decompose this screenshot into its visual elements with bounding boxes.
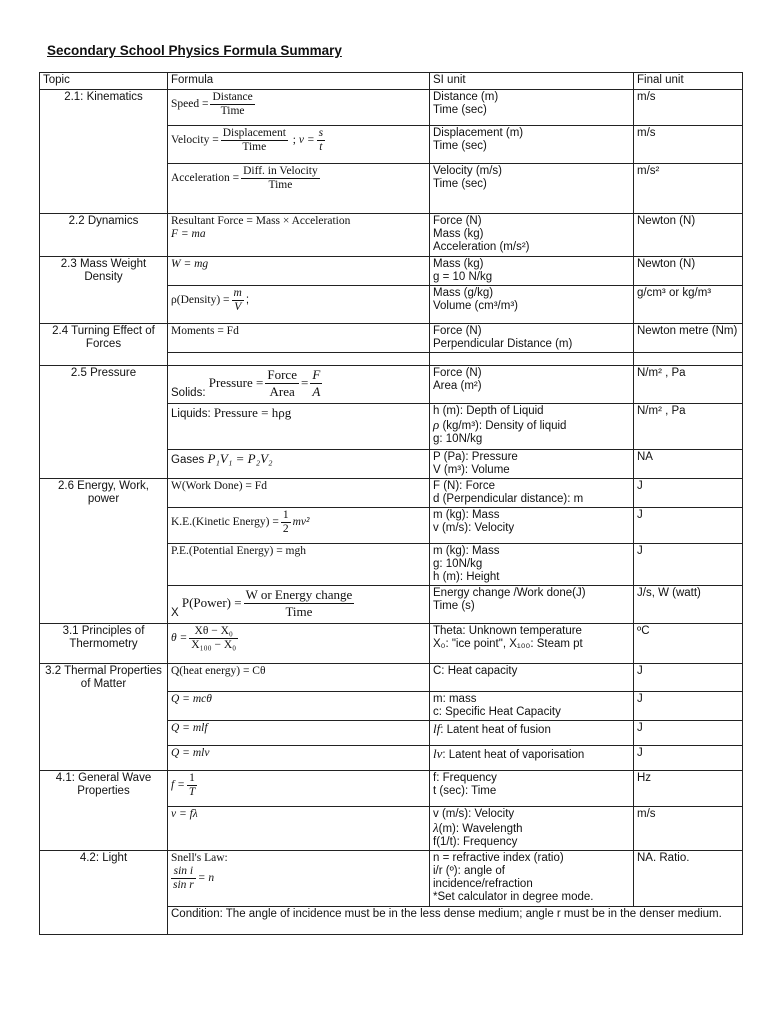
si-line: *Set calculator in degree mode.	[433, 891, 594, 903]
si-line: Theta: Unknown temperature	[433, 625, 582, 637]
topic-mass-weight-density: 2.3 Mass Weight Density	[40, 257, 168, 324]
formula-potential-energy: P.E.(Potential Energy) = mgh	[168, 544, 430, 586]
formula-pressure-gases	[168, 450, 430, 479]
table-row	[40, 851, 743, 907]
formula-moments: Moments = Fd	[168, 324, 430, 353]
pressure-lhs: Pressure =	[208, 375, 264, 391]
si-specific-heat	[430, 692, 634, 721]
formula-work: W(Work Done) = Fd	[168, 479, 430, 508]
final-gases: NA	[634, 450, 743, 479]
si-line: Displacement (m)	[433, 127, 524, 139]
si-kinetic-energy	[430, 508, 634, 544]
pressure-symbol-numerator: F	[312, 367, 321, 382]
si-line: i/r (º): angle of	[433, 865, 505, 877]
si-work	[430, 479, 634, 508]
final-wave-speed: m/s	[634, 807, 743, 851]
final-velocity: m/s	[634, 126, 743, 164]
topic-kinematics: 2.1: Kinematics	[40, 90, 168, 214]
resultant-force-symbolic: F = ma	[171, 228, 206, 240]
final-density: g/cm³ or kg/m³	[634, 286, 743, 324]
final-work: J	[634, 479, 743, 508]
si-line: Distance (m)	[433, 91, 499, 103]
si-moments	[430, 324, 634, 353]
si-line: Force (N)	[433, 325, 482, 337]
speed-lhs: Speed =	[171, 98, 209, 110]
si-latent-fusion	[430, 721, 634, 746]
si-line: Acceleration (m/s²)	[433, 241, 530, 253]
power-denominator: Time	[285, 604, 313, 619]
si-wave-speed	[430, 807, 634, 851]
final-light: NA. Ratio.	[634, 851, 743, 907]
snell-denominator: sin r	[173, 879, 194, 891]
header-final-unit: Final unit	[634, 73, 743, 90]
final-kinetic-energy: J	[634, 508, 743, 544]
pressure-numerator: Force	[267, 367, 297, 382]
final-potential-energy: J	[634, 544, 743, 586]
final-speed: m/s	[634, 90, 743, 126]
si-line: c: Specific Heat Capacity	[433, 706, 561, 718]
si-speed	[430, 90, 634, 126]
si-line: Mass (kg)	[433, 228, 484, 240]
empty-cell	[430, 353, 634, 366]
topic-turning-effect: 2.4 Turning Effect of Forces	[40, 324, 168, 366]
final-solids: N/m² , Pa	[634, 366, 743, 404]
si-line: Time (sec)	[433, 178, 487, 190]
table-row	[40, 214, 743, 257]
formula-resultant-force	[168, 214, 430, 257]
final-liquids: N/m² , Pa	[634, 404, 743, 450]
light-condition-note: Condition: The angle of incidence must be in the less dense medium; angle r must be in the denser medium.	[168, 907, 743, 935]
si-frequency	[430, 771, 634, 807]
density-separator: ;	[245, 294, 250, 307]
formula-frequency	[168, 771, 430, 807]
si-line: Time (sec)	[433, 140, 487, 152]
formula-speed	[168, 90, 430, 126]
frequency-lhs: f =	[171, 779, 185, 791]
theta-numerator: Xθ − X₀	[189, 625, 238, 639]
si-line: h (m): Height	[433, 571, 500, 583]
final-specific-heat: J	[634, 692, 743, 721]
final-power: J/s, W (watt)	[634, 586, 743, 624]
si-line: m: mass	[433, 693, 477, 705]
table-row	[40, 366, 743, 404]
snell-numerator: sin i	[171, 865, 196, 879]
lambda-description: (m): Wavelength	[438, 823, 523, 835]
si-line: incidence/refraction	[433, 878, 533, 890]
table-row	[40, 624, 743, 664]
velocity-lhs: Velocity =	[171, 134, 219, 146]
si-gases	[430, 450, 634, 479]
velocity-separator: ;	[292, 134, 296, 146]
formula-thermometry	[168, 624, 430, 664]
si-line: g = 10 N/kg	[433, 271, 493, 283]
formula-pressure-solids	[168, 366, 430, 404]
snell-rhs: = n	[197, 872, 215, 884]
formula-kinetic-energy	[168, 508, 430, 544]
table-row	[40, 90, 743, 126]
header-topic: Topic	[40, 73, 168, 90]
si-thermometry	[430, 624, 634, 664]
table-row	[40, 324, 743, 353]
si-line: Energy change /Work done(J)	[433, 587, 586, 599]
final-latent-vaporisation: J	[634, 746, 743, 771]
empty-cell	[168, 353, 430, 366]
si-line: Volume (cm³/m³)	[433, 300, 518, 312]
lf-description: : Latent heat of fusion	[440, 724, 551, 736]
density-numerator: m	[233, 287, 242, 299]
gases-label: Gases	[171, 454, 205, 466]
liquids-formula: Pressure = hρg	[213, 405, 292, 420]
si-line	[433, 418, 630, 433]
si-line	[433, 821, 630, 836]
si-weight	[430, 257, 634, 286]
si-line: Mass (g/kg)	[433, 287, 494, 299]
final-acceleration: m/s²	[634, 164, 743, 214]
final-latent-fusion: J	[634, 721, 743, 746]
si-line: t (sec): Time	[433, 785, 497, 797]
si-line: v (m/s): Velocity	[433, 808, 515, 820]
acceleration-numerator: Diff. in Velocity	[243, 165, 318, 177]
lv-symbol: lv	[433, 746, 443, 761]
si-power	[430, 586, 634, 624]
density-denominator: V	[234, 301, 242, 313]
si-line: Force (N)	[433, 367, 482, 379]
pressure-symbol-denominator: A	[312, 384, 321, 399]
header-formula: Formula	[168, 73, 430, 90]
table-row	[40, 771, 743, 807]
formula-latent-vaporisation: Q = mlv	[168, 746, 430, 771]
si-line: d (Perpendicular distance): m	[433, 493, 584, 505]
si-line: F (N): Force	[433, 480, 495, 492]
final-heat-energy: J	[634, 664, 743, 692]
formula-power	[168, 586, 430, 624]
theta-denominator: X₁₀₀ − X₀	[191, 639, 237, 651]
frequency-numerator: 1	[187, 772, 197, 786]
si-velocity	[430, 126, 634, 164]
final-dynamics: Newton (N)	[634, 214, 743, 257]
velocity-denominator: Time	[242, 141, 267, 153]
ke-rhs: mv²	[292, 516, 310, 528]
si-line: v (m/s): Velocity	[433, 522, 515, 534]
ke-numerator: 1	[282, 509, 289, 521]
si-line: m (kg): Mass	[433, 509, 500, 521]
density-lhs: ρ(Density) =	[171, 294, 230, 306]
si-light	[430, 851, 634, 907]
si-line: X₀: "ice point", X₁₀₀: Steam pt	[433, 638, 583, 650]
formula-specific-heat: Q = mcθ	[168, 692, 430, 721]
topic-dynamics: 2.2 Dynamics	[40, 214, 168, 257]
acceleration-lhs: Acceleration =	[171, 172, 240, 184]
formula-weight: W = mg	[168, 257, 430, 286]
si-liquids	[430, 404, 634, 450]
si-line: g: 10N/kg	[433, 558, 483, 570]
rho-symbol: ρ	[433, 417, 440, 432]
si-density	[430, 286, 634, 324]
table-row	[40, 257, 743, 286]
velocity-numerator: Displacement	[222, 127, 286, 139]
empty-cell	[634, 353, 743, 366]
final-thermometry: ºC	[634, 624, 743, 664]
formula-wave-speed: v = fλ	[168, 807, 430, 851]
formula-acceleration	[168, 164, 430, 214]
header-row	[40, 73, 743, 90]
power-numerator: W or Energy change	[245, 587, 353, 602]
si-line: m (kg): Mass	[433, 545, 500, 557]
formula-table	[39, 72, 743, 935]
si-solids	[430, 366, 634, 404]
si-line: Perpendicular Distance (m)	[433, 338, 573, 350]
si-line: g: 10N/kg	[433, 433, 483, 445]
topic-pressure: 2.5 Pressure	[40, 366, 168, 479]
frequency-denominator: T	[188, 786, 196, 798]
pressure-denominator: Area	[269, 384, 295, 399]
formula-snells-law	[168, 851, 430, 907]
header-si-unit: SI unit	[430, 73, 634, 90]
ke-lhs: K.E.(Kinetic Energy) =	[171, 516, 279, 528]
pressure-equals: =	[300, 375, 309, 391]
solids-label: Solids:	[171, 387, 206, 399]
formula-density	[168, 286, 430, 324]
velocity-alt-lhs: v =	[298, 134, 315, 146]
lv-description: : Latent heat of vaporisation	[442, 749, 585, 761]
formula-velocity	[168, 126, 430, 164]
si-line: f: Frequency	[433, 772, 497, 784]
power-x-marker: X	[171, 607, 179, 619]
resultant-force-line: Resultant Force = Mass × Acceleration	[171, 215, 351, 227]
lf-symbol: lf	[433, 721, 441, 736]
velocity-alt-denominator: t	[319, 141, 323, 153]
ke-denominator: 2	[282, 523, 289, 535]
si-line: Force (N)	[433, 215, 482, 227]
formula-latent-fusion: Q = mlf	[168, 721, 430, 746]
si-line: V (m³): Volume	[433, 464, 510, 476]
table-row	[40, 664, 743, 692]
table-row	[40, 479, 743, 508]
final-frequency: Hz	[634, 771, 743, 807]
si-line: Velocity (m/s)	[433, 165, 503, 177]
si-line: Time (sec)	[433, 104, 487, 116]
si-latent-vaporisation	[430, 746, 634, 771]
snell-label: Snell's Law:	[171, 852, 228, 864]
liquids-label: Liquids:	[171, 408, 211, 420]
speed-numerator: Distance	[212, 91, 253, 103]
final-moments: Newton metre (Nm)	[634, 324, 743, 353]
si-line: h (m): Depth of Liquid	[433, 405, 544, 417]
si-potential-energy	[430, 544, 634, 586]
formula-heat-energy: Q(heat energy) = Cθ	[168, 664, 430, 692]
si-line: Area (m²)	[433, 380, 482, 392]
lambda-symbol: λ	[433, 820, 439, 835]
si-dynamics	[430, 214, 634, 257]
speed-denominator: Time	[220, 105, 245, 117]
rho-description: (kg/m³): Density of liquid	[442, 420, 567, 432]
si-line: n = refractive index (ratio)	[433, 852, 564, 864]
topic-light: 4.2: Light	[40, 851, 168, 935]
topic-wave-properties: 4.1: General Wave Properties	[40, 771, 168, 851]
velocity-alt-numerator: s	[318, 127, 324, 139]
si-line: P (Pa): Pressure	[433, 451, 518, 463]
topic-thermal-properties: 3.2 Thermal Properties of Matter	[40, 664, 168, 771]
gases-formula: P₁V₁ = P₂V₂	[207, 451, 273, 466]
si-acceleration	[430, 164, 634, 214]
power-lhs: P(Power) =	[181, 595, 242, 611]
si-line: Time (s)	[433, 600, 475, 612]
topic-thermometry: 3.1 Principles of Thermometry	[40, 624, 168, 664]
formula-pressure-liquids	[168, 404, 430, 450]
si-heat-energy: C: Heat capacity	[430, 664, 634, 692]
topic-energy-work-power: 2.6 Energy, Work, power	[40, 479, 168, 624]
document-title: Secondary School Physics Formula Summary	[47, 43, 342, 58]
final-weight: Newton (N)	[634, 257, 743, 286]
si-line: f(1/t): Frequency	[433, 836, 518, 848]
si-line: Mass (kg)	[433, 258, 484, 270]
theta-lhs: θ =	[171, 632, 188, 644]
acceleration-denominator: Time	[268, 179, 293, 191]
